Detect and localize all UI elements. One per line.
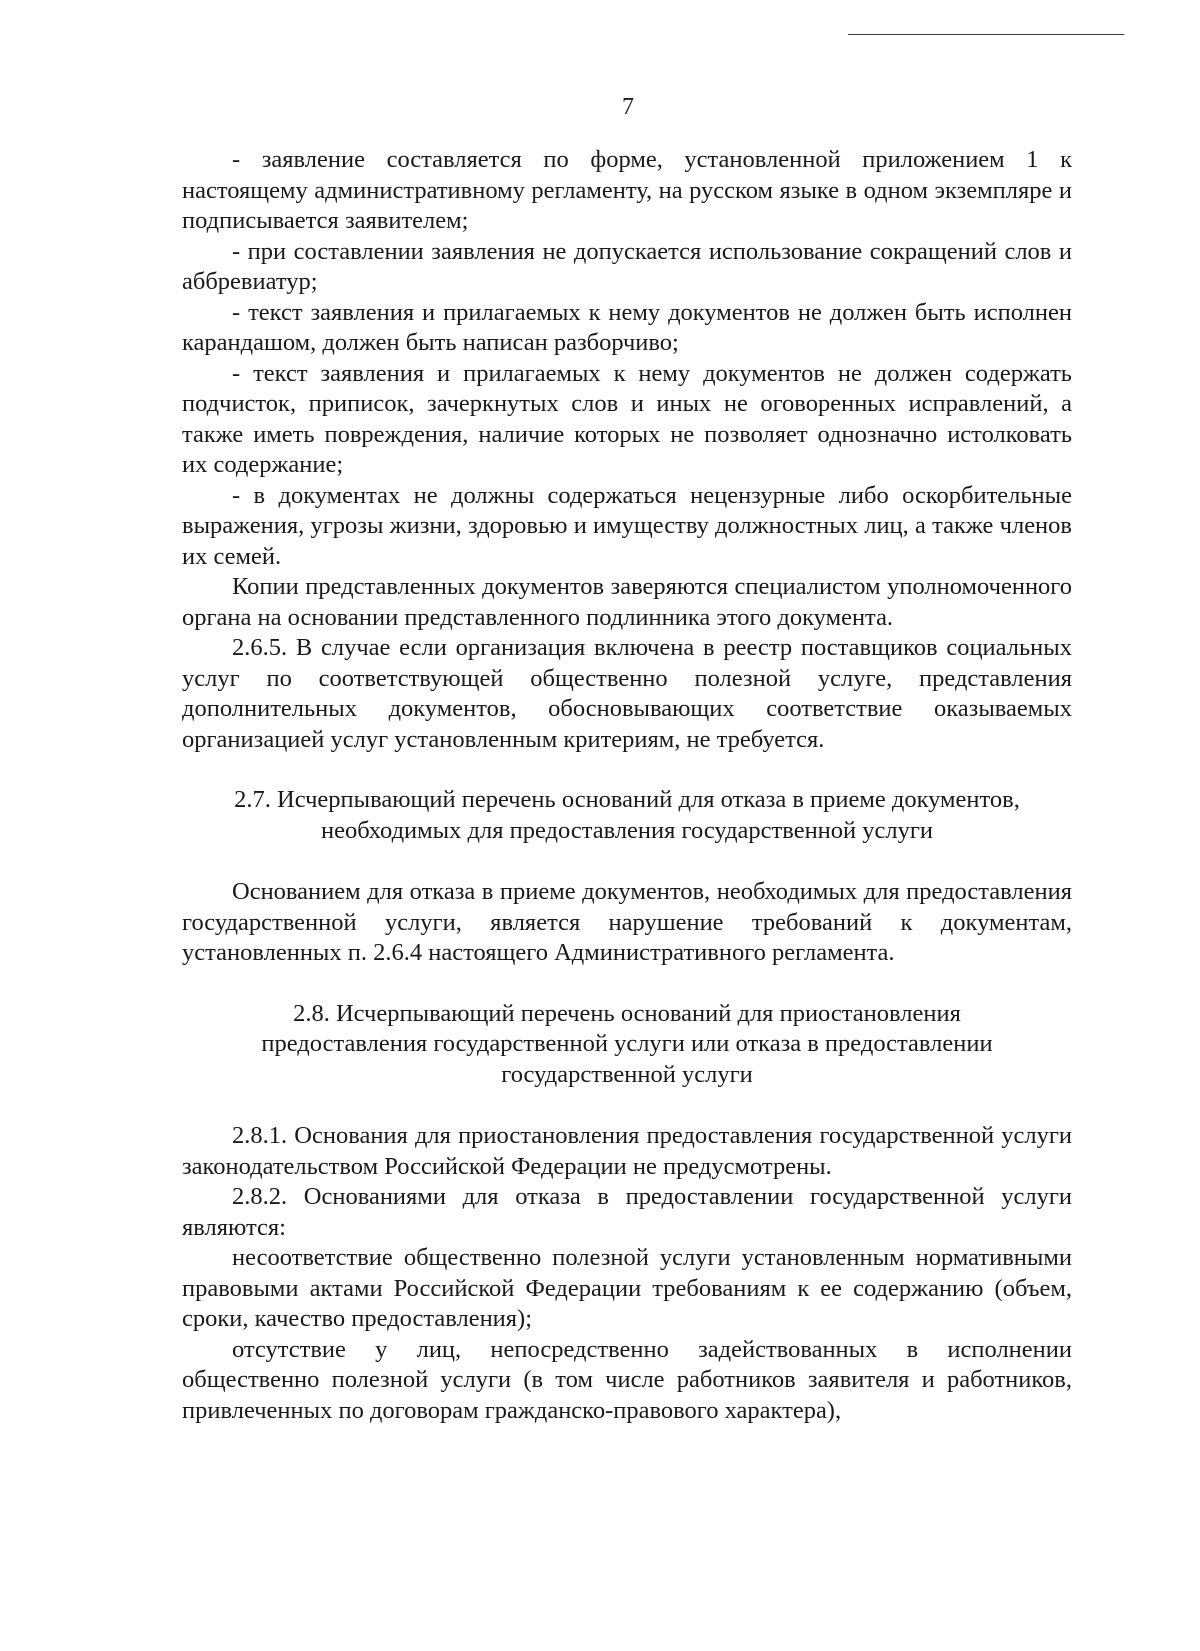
paragraph: 2.8.2. Основаниями для отказа в предоставлении государственной услуги являются: [182,1183,1072,1241]
page-number: 7 [622,94,634,120]
paragraph: 2.8.1. Основания для приостановления предоставления государственной услуги законодательством Российской Федерации не предусмотрены. [182,1122,1072,1180]
paragraph: Основанием для отказа в приеме документов, необходимых для предоставления государственной услуги, является нарушение требований к документам, установленных п. 2.6.4 настоящего Административного регламента. [182,878,1072,966]
section-heading-2-8: 2.8. Исчерпывающий перечень оснований для приостановления предоставления государственной услуги или отказа в предоставлении государственной услуги [261,999,993,1088]
paragraph: - текст заявления и прилагаемых к нему документов не должен быть исполнен карандашом, должен быть написан разборчиво; [182,298,1072,356]
paragraph: - текст заявления и прилагаемых к нему документов не должен содержать подчисток, приписок, зачеркнутых слов и иных не оговоренных исправлений, а также иметь повреждения, наличие которых не позволяет однозначно истолковать их содержание; [182,359,1072,478]
document-body [182,145,1072,1426]
top-rule [848,34,1124,35]
paragraph: Копии представленных документов заверяются специалистом уполномоченного органа на основании представленного подлинника этого документа. [182,573,1072,631]
paragraph: отсутствие у лиц, непосредственно задействованных в исполнении общественно полезной услуги (в том числе работников заявителя и работников, привлеченных по договорам гражданско-правового характера), [182,1335,1072,1424]
paragraph: - при составлении заявления не допускается использование сокращений слов и аббревиатур; [182,237,1072,295]
section-heading-2-7: 2.7. Исчерпывающий перечень оснований для отказа в приеме документов, необходимых для предоставления государственной услуги [234,786,1020,844]
paragraph: - заявление составляется по форме, установленной приложением 1 к настоящему административному регламенту, на русском языке в одном экземпляре и подписывается заявителем; [182,146,1072,234]
paragraph: - в документах не должны содержаться нецензурные либо оскорбительные выражения, угрозы жизни, здоровью и имуществу должностных лиц, а также членов их семей. [182,481,1072,570]
paragraph: несоответствие общественно полезной услуги установленным нормативными правовыми актами Российской Федерации требованиям к ее содержанию (объем, сроки, качество предоставления); [182,1244,1072,1332]
paragraph: 2.6.5. В случае если организация включена в реестр поставщиков социальных услуг по соответствующей общественно полезной услуге, представления дополнительных документов, обосновывающих соответствие оказываемых организацией услуг установленным критериям, не требуется. [182,634,1072,753]
